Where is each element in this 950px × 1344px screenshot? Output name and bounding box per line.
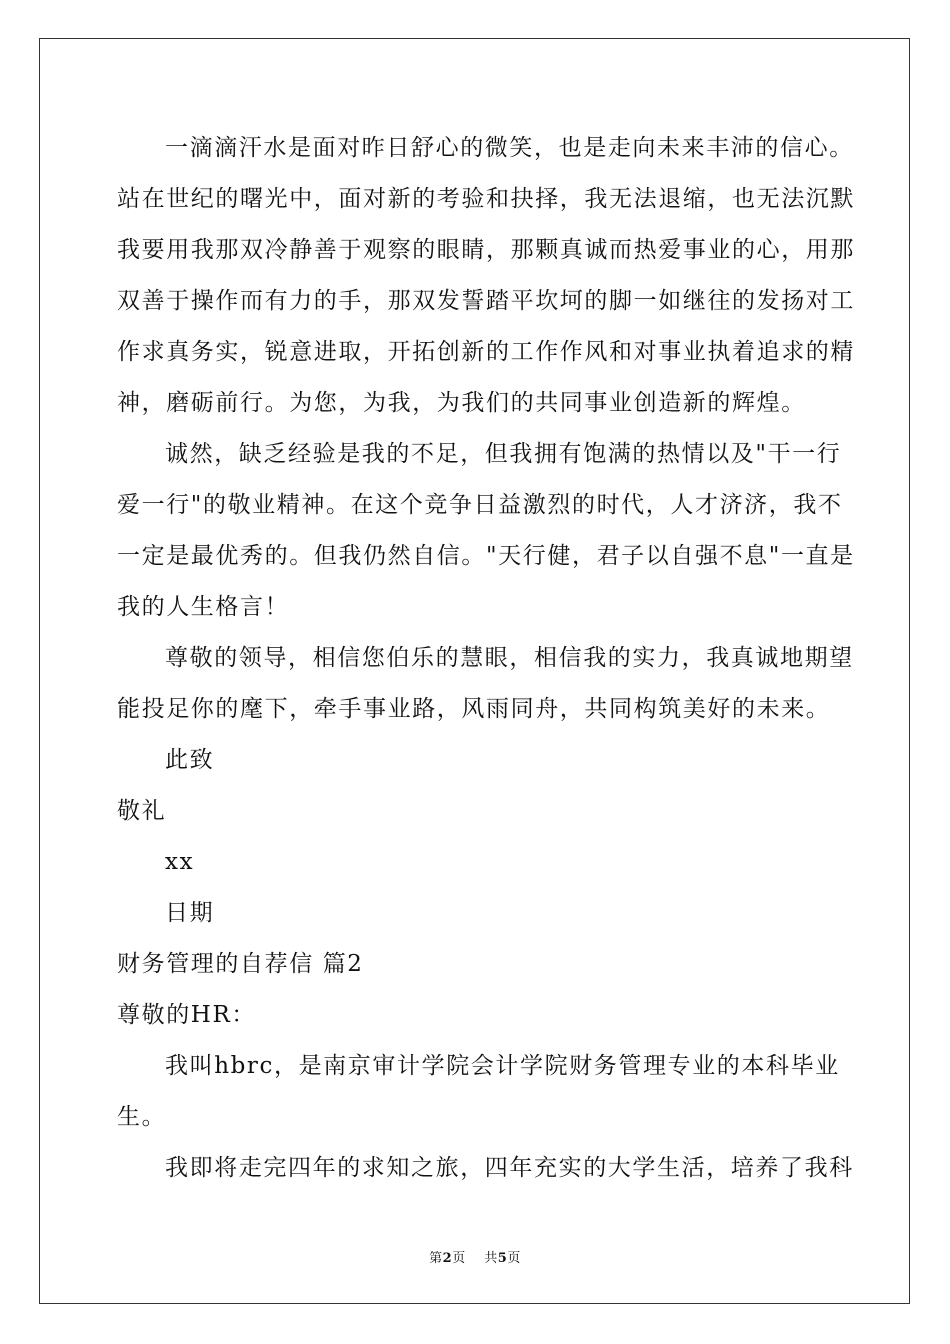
text-line: 一定是最优秀的。但我仍然自信。"天行健，君子以自强不息"一直是	[117, 543, 855, 569]
document-body	[117, 123, 855, 1194]
greeting: 尊敬的HR：	[117, 1002, 256, 1028]
text-line: 神，磨砺前行。为您，为我，为我们的共同事业创造新的辉煌。	[117, 390, 806, 416]
text-line: 尊敬的领导，相信您伯乐的慧眼，相信我的实力，我真诚地期望	[165, 645, 854, 671]
page-label-prefix: 第	[429, 1251, 443, 1266]
page-footer	[0, 1247, 950, 1266]
total-label-prefix: 共	[484, 1251, 498, 1266]
text-line: 站在世纪的曙光中，面对新的考验和抉择，我无法退缩，也无法沉默	[117, 186, 855, 212]
text-line: 我要用我那双冷静善于观察的眼睛，那颗真诚而热爱事业的心，用那	[117, 237, 855, 263]
text-line: 双善于操作而有力的手，那双发誓踏平坎坷的脚一如继往的发扬对工	[117, 288, 855, 314]
text-line: 我即将走完四年的求知之旅，四年充实的大学生活，培养了我科	[165, 1155, 854, 1181]
text-line: 我叫hbrc，是南京审计学院会计学院财务管理专业的本科毕业	[165, 1053, 840, 1079]
text-line: 能投足你的麾下，牵手事业路，风雨同舟，共同构筑美好的未来。	[117, 696, 831, 722]
text-line: 我的人生格言！	[117, 594, 290, 620]
signature-date: 日期	[165, 900, 215, 926]
page-current: 2	[442, 1251, 453, 1266]
page-label-suffix: 页	[452, 1251, 466, 1266]
closing-regards: 敬礼	[117, 798, 167, 824]
section-heading: 财务管理的自荐信 篇2	[117, 951, 364, 977]
signature-name: xx	[165, 849, 195, 875]
closing-salutation: 此致	[165, 747, 215, 773]
text-line: 一滴滴汗水是面对昨日舒心的微笑，也是走向未来丰沛的信心。	[165, 135, 854, 161]
text-line: 生。	[117, 1104, 167, 1130]
text-line: 诚然，缺乏经验是我的不足，但我拥有饱满的热情以及"干一行	[165, 441, 842, 467]
text-line: 爱一行"的敬业精神。在这个竞争日益激烈的时代，人才济济，我不	[117, 492, 843, 518]
total-label-suffix: 页	[507, 1251, 521, 1266]
text-line: 作求真务实，锐意进取，开拓创新的工作作风和对事业执着追求的精	[117, 339, 855, 365]
page-total: 5	[497, 1251, 508, 1266]
